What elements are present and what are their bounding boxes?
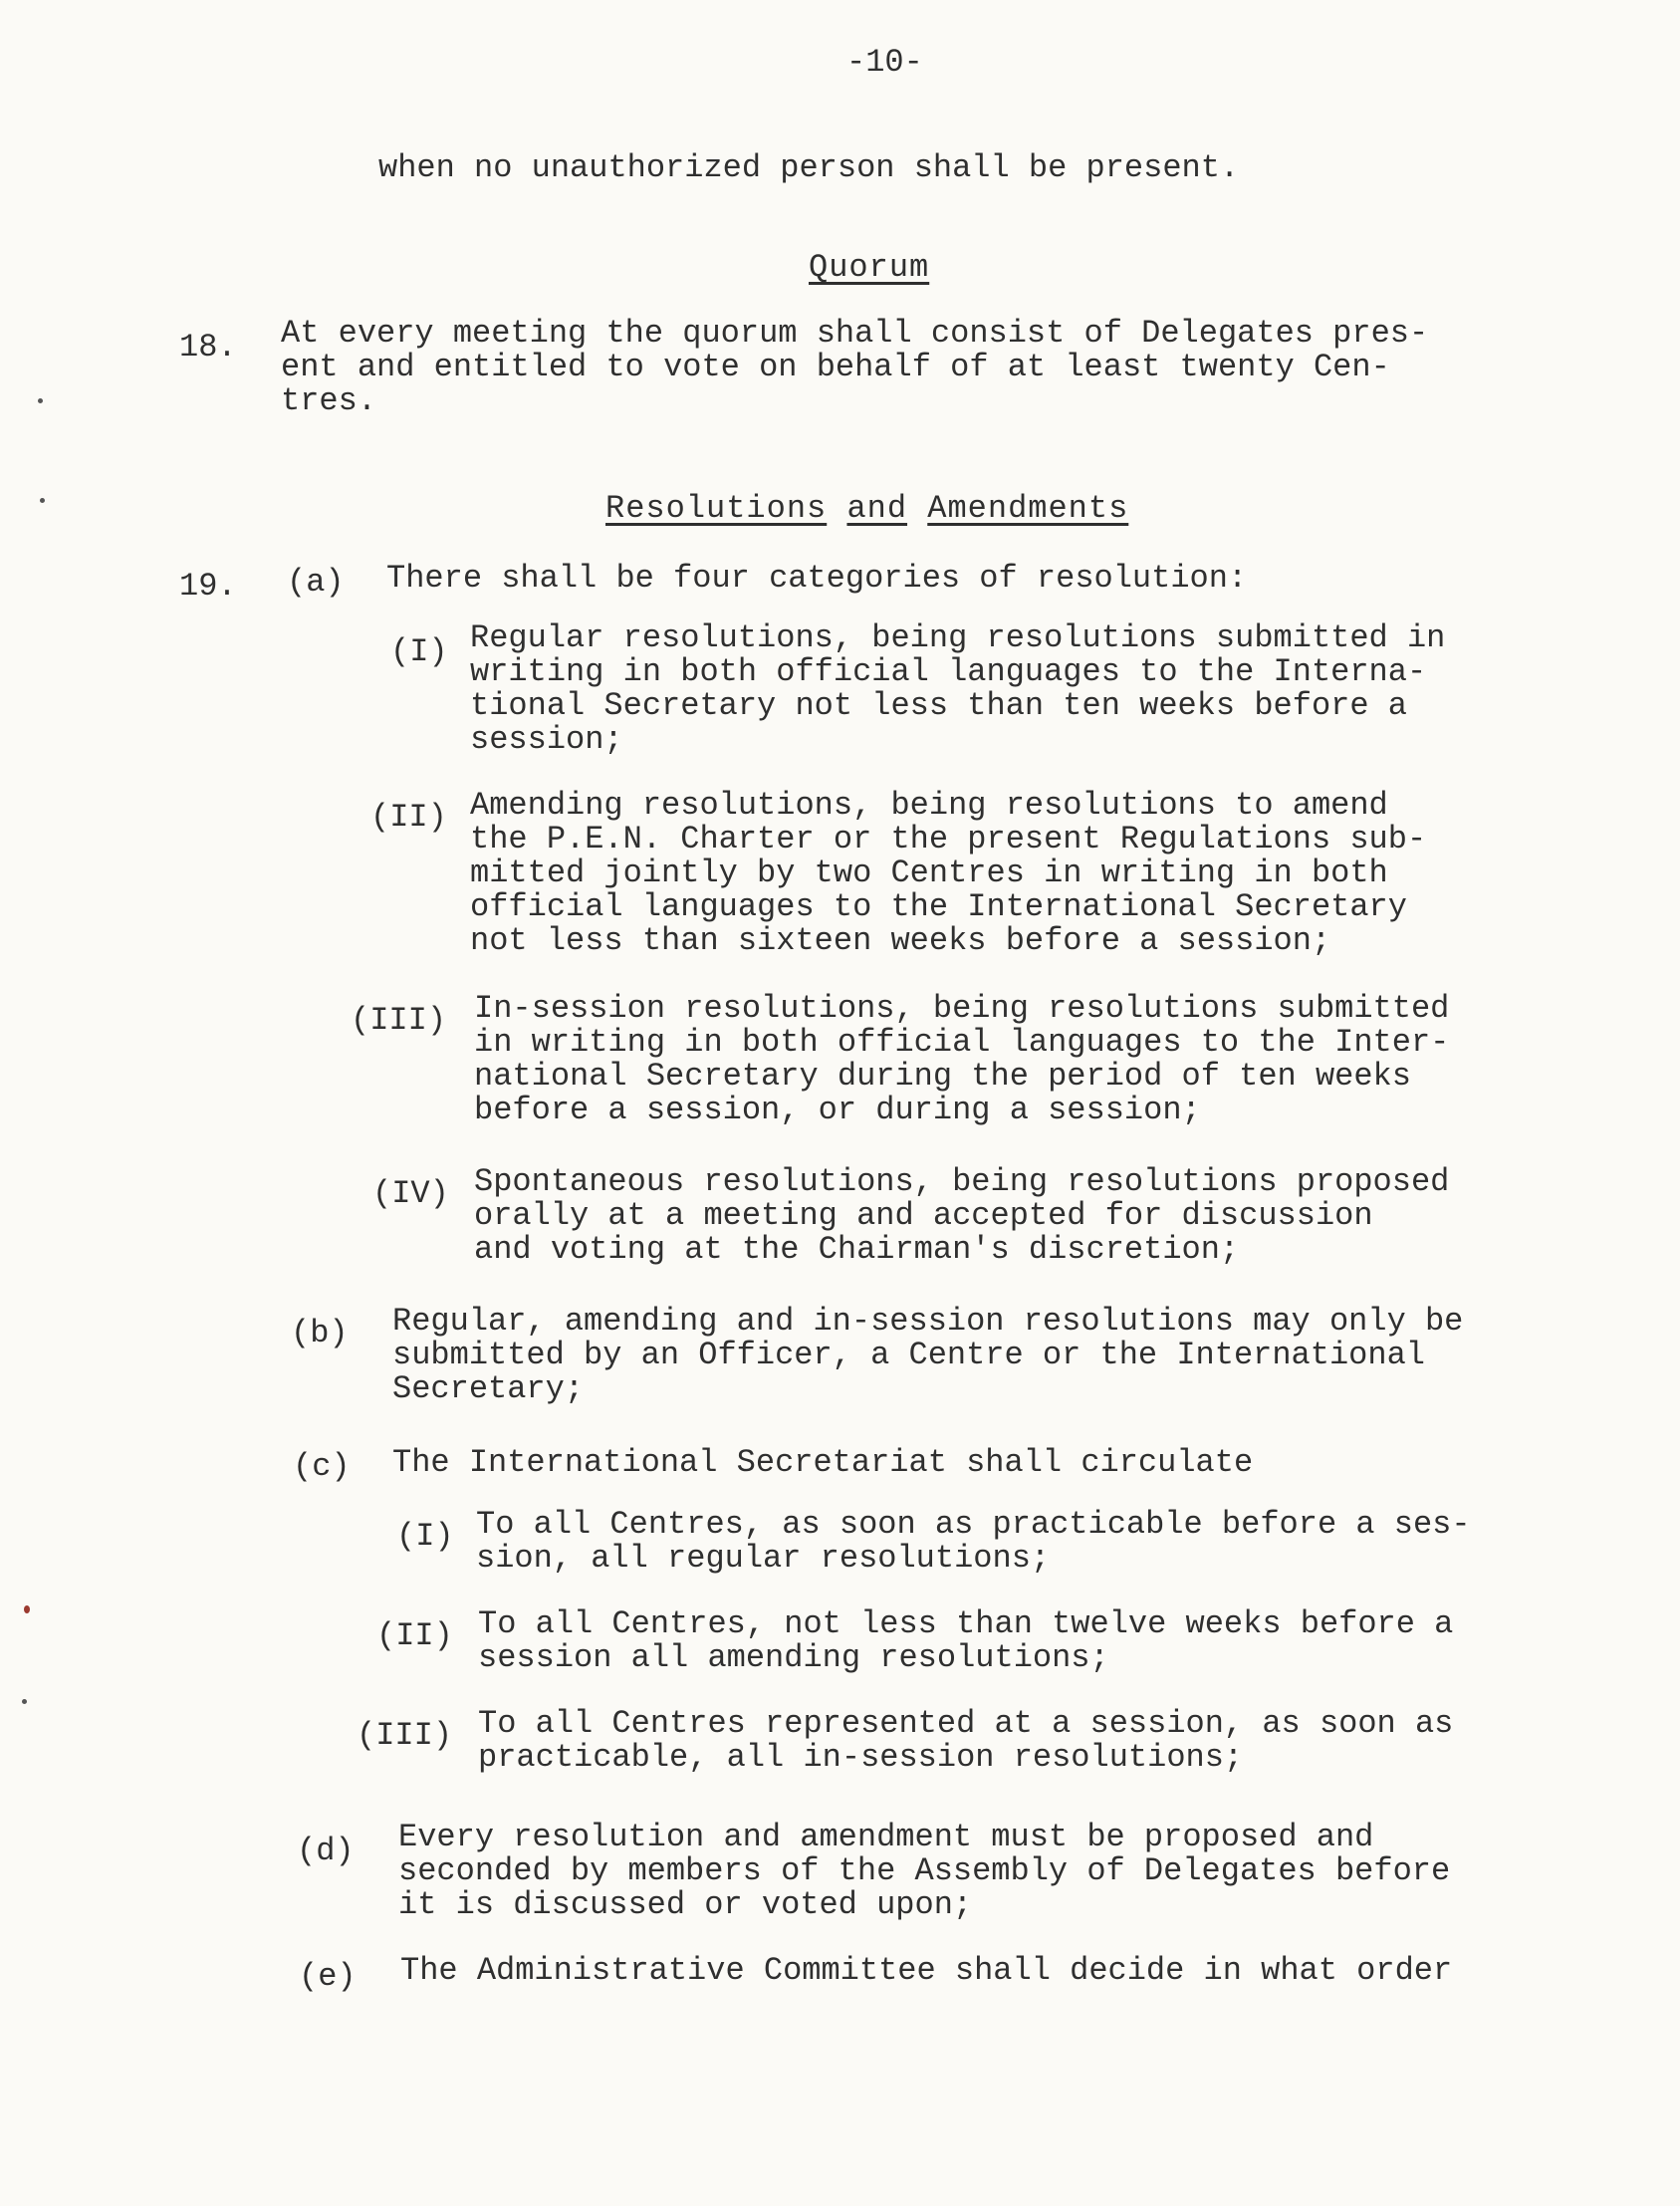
text-line: Spontaneous resolutions, being resolutions proposed xyxy=(474,1163,1450,1200)
text-line: national Secretary during the period of ten weeks xyxy=(474,1058,1411,1095)
section-number-19: 19. xyxy=(179,568,237,605)
item-label: (I) xyxy=(396,1518,454,1555)
item-text xyxy=(470,789,1426,958)
text-line: ent and entitled to vote on behalf of at least twenty Cen- xyxy=(281,349,1390,385)
text-line: To all Centres, as soon as practicable before a ses- xyxy=(476,1506,1471,1543)
margin-speck xyxy=(22,1699,27,1704)
clause-a-text: There shall be four categories of resolution: xyxy=(386,560,1248,597)
resolutions-heading xyxy=(605,490,1128,527)
item-text xyxy=(474,992,1449,1127)
text-line: mitted jointly by two Centres in writing in both xyxy=(470,855,1388,891)
continuation-text: when no unauthorized person shall be present. xyxy=(378,149,1240,186)
item-label: (I) xyxy=(390,633,448,670)
section-18-text xyxy=(281,317,1428,418)
clause-label-e: (e) xyxy=(299,1958,357,1995)
margin-speck xyxy=(24,1605,30,1613)
text-line: practicable, all in-session resolutions; xyxy=(478,1739,1244,1776)
clause-label-a: (a) xyxy=(287,564,345,601)
text-line: session all amending resolutions; xyxy=(478,1639,1109,1676)
heading-word: and xyxy=(846,490,908,527)
clause-c-text: The International Secretariat shall circulate xyxy=(392,1444,1254,1481)
clause-e-text xyxy=(400,1954,1452,1988)
clause-b-text xyxy=(392,1305,1463,1406)
text-line: Amending resolutions, being resolutions to amend xyxy=(470,787,1388,824)
item-label: (III) xyxy=(357,1717,453,1754)
text-line: Regular resolutions, being resolutions submitted in xyxy=(470,619,1446,656)
text-line: it is discussed or voted upon; xyxy=(398,1886,973,1923)
item-label: (IV) xyxy=(372,1175,449,1212)
text-line: and voting at the Chairman's discretion; xyxy=(474,1231,1240,1268)
item-text xyxy=(478,1607,1453,1675)
heading-word: Resolutions xyxy=(605,490,828,527)
text-line: before a session, or during a session; xyxy=(474,1092,1201,1128)
clause-d-text xyxy=(398,1821,1450,1922)
text-line: In-session resolutions, being resolutions submitted xyxy=(474,990,1450,1027)
margin-speck xyxy=(40,498,45,503)
item-label: (III) xyxy=(351,1002,447,1039)
text-line: The Administrative Committee shall decide in what order xyxy=(400,1952,1453,1989)
heading-word: Amendments xyxy=(927,490,1129,527)
text-line: official languages to the International Secretary xyxy=(470,888,1407,925)
text-line: not less than sixteen weeks before a session; xyxy=(470,922,1331,959)
text-line: orally at a meeting and accepted for discussion xyxy=(474,1197,1373,1234)
clause-label-c: (c) xyxy=(293,1448,351,1485)
text-line: tres. xyxy=(281,382,377,419)
text-line: To all Centres, not less than twelve weeks before a xyxy=(478,1605,1454,1642)
text-line: Every resolution and amendment must be proposed and xyxy=(398,1819,1374,1855)
text-line: submitted by an Officer, a Centre or the International xyxy=(392,1337,1425,1373)
text-line: seconded by members of the Assembly of Delegates before xyxy=(398,1852,1451,1889)
text-line: sion, all regular resolutions; xyxy=(476,1540,1051,1577)
page-number: -10- xyxy=(846,44,923,81)
quorum-heading: Quorum xyxy=(809,249,930,286)
item-text xyxy=(474,1165,1449,1267)
text-line: session; xyxy=(470,721,623,758)
clause-label-b: (b) xyxy=(291,1315,349,1351)
item-label: (II) xyxy=(370,799,447,836)
clause-label-d: (d) xyxy=(297,1833,355,1869)
item-text xyxy=(470,621,1445,757)
text-line: the P.E.N. Charter or the present Regulations sub- xyxy=(470,821,1427,858)
text-line: Secretary; xyxy=(392,1370,585,1407)
item-text xyxy=(476,1508,1471,1576)
margin-speck xyxy=(38,398,43,403)
text-line: Regular, amending and in-session resolutions may only be xyxy=(392,1303,1464,1340)
text-line: writing in both official languages to the Interna- xyxy=(470,653,1427,690)
item-text xyxy=(478,1707,1453,1775)
text-line: To all Centres represented at a session, as soon as xyxy=(478,1705,1454,1742)
section-number-18: 18. xyxy=(179,329,237,366)
item-label: (II) xyxy=(376,1617,453,1654)
text-line: in writing in both official languages to the Inter- xyxy=(474,1024,1450,1061)
text-line: At every meeting the quorum shall consist of Delegates pres- xyxy=(281,315,1429,352)
text-line: tional Secretary not less than ten weeks before a xyxy=(470,687,1407,724)
